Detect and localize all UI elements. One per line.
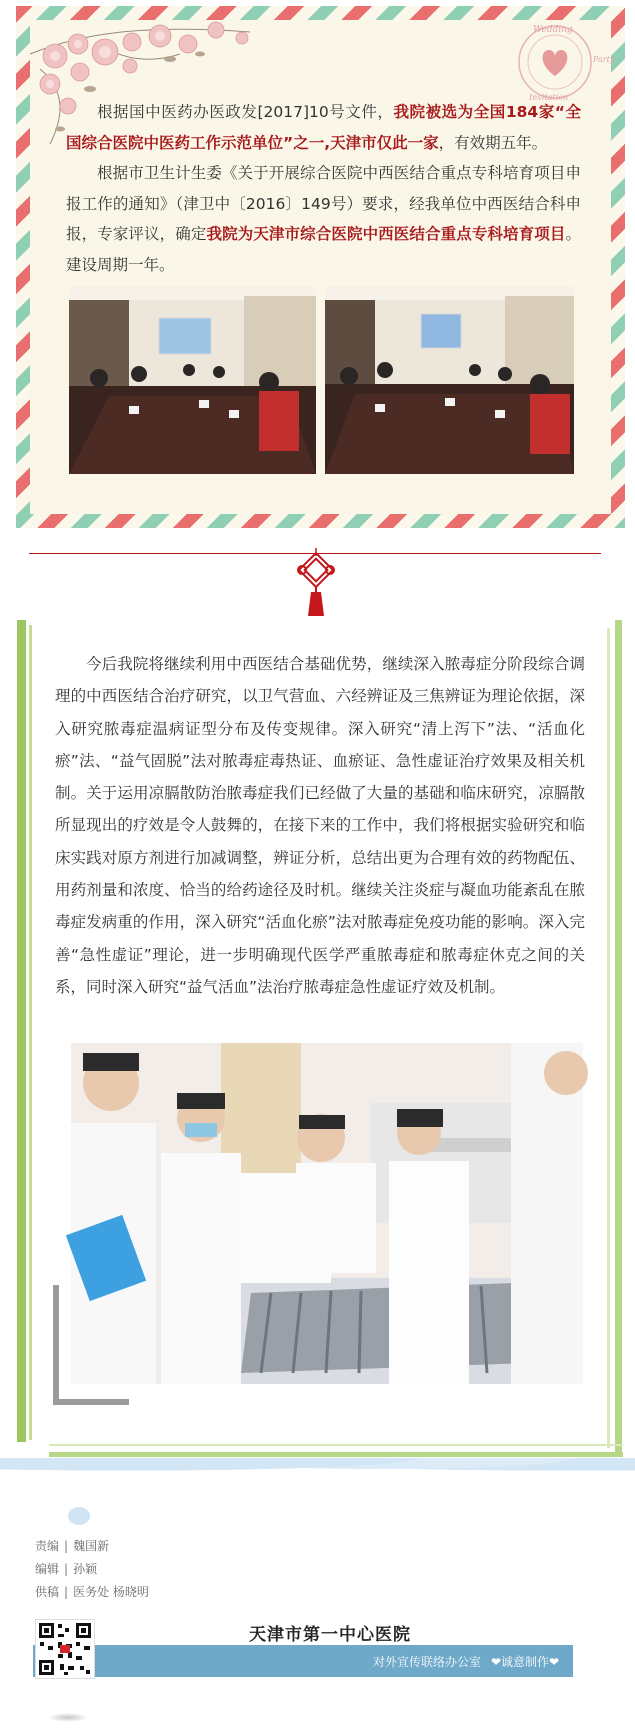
frame-bottom-line <box>49 1444 623 1446</box>
letter-paragraph-2 <box>66 158 581 280</box>
bubble-decoration <box>68 1507 90 1525</box>
stamp-side-text: Party <box>593 55 615 64</box>
credit-role: 编辑 <box>35 1562 60 1576</box>
body-paragraph: 今后我院将继续利用中西医结合基础优势，继续深入脓毒症分阶段综合调理的中西医结合治疗研究，以卫气营血、六经辨证及三焦辨证为理论依据，深入研究脓毒症温病证型分布及传变规律。深入研究“清上泻下”法、“活血化瘀”法、“益气固脱”法对脓毒症毒热证、血瘀证、急性虚证治疗效果及相关机制。关于运用凉膈散防治脓毒症我们已经做了大量的基础和临床研究，凉膈散所显现出的疗效是令人鼓舞的，在接下来的工作中，我们将根据实验研究和临床实践对原方剂进行加减调整，辨证分析，总结出更为合理有效的药物配伍、用药剂量和浓度、恰当的给药途径及时机。继续关注炎症与凝血功能紊乱在脓毒症发病重的作用，深入研究“活血化瘀”法对脓毒症免疫功能的影响。深入完善“急性虚证”理论，进一步明确现代医学严重脓毒症和脓毒症休克之间的关系，同时深入研究“益气活血”法治疗脓毒症急性虚证疗效及机制。 <box>55 655 585 996</box>
stamp-top-text: Wedding <box>533 25 573 35</box>
stamp-bottom-text: Invitation <box>529 93 569 102</box>
text-run: 。建设周期一年。 <box>66 225 581 274</box>
frame-right-line <box>607 628 610 1448</box>
footer-bar <box>33 1645 573 1677</box>
credit-separator: | <box>64 1562 69 1576</box>
meeting-photo-2 <box>325 286 574 474</box>
shadow-decoration <box>47 1713 89 1722</box>
highlight-text: 我院被选为全国184家“全国综合医院中医药工作示范单位”之一,天津市仅此一家 <box>66 103 582 152</box>
ward-rounds-photo <box>71 1043 583 1384</box>
made-with-heart: ❤诚意制作❤ <box>491 1655 560 1669</box>
credit-role: 供稿 <box>35 1585 60 1599</box>
cloud-decoration <box>0 1458 635 1480</box>
credits <box>35 1535 149 1604</box>
credit-editor-in-charge <box>35 1535 149 1558</box>
text-run: ，有效期五年。 <box>438 133 548 152</box>
office-name: 对外宣传联络办公室 <box>373 1655 482 1669</box>
credit-role: 责编 <box>35 1539 60 1553</box>
credit-separator: | <box>64 1585 69 1599</box>
highlight-text: 我院为天津市综合医院中西医结合重点专科培育项目 <box>206 225 566 243</box>
credit-name: 孙颖 <box>73 1562 98 1576</box>
photo-corner-accent-vertical <box>53 1285 59 1405</box>
meeting-photo-1 <box>69 286 316 474</box>
chinese-knot-icon <box>294 548 338 618</box>
qr-code-icon[interactable] <box>35 1619 95 1679</box>
frame-right-bar <box>615 620 622 1452</box>
letter-paragraph-1 <box>66 97 581 158</box>
credit-contributor <box>35 1581 149 1604</box>
credit-editor <box>35 1558 149 1581</box>
frame-bottom-bar <box>49 1452 623 1457</box>
credit-name: 魏国新 <box>73 1539 110 1553</box>
letter-text <box>66 97 581 280</box>
frame-left-line <box>29 625 32 1440</box>
frame-left-bar <box>17 620 26 1442</box>
photo-corner-accent-horizontal <box>53 1399 129 1405</box>
body-text <box>55 648 585 1003</box>
hospital-name: 天津市第一中心医院 <box>249 1625 411 1645</box>
text-run: 根据市卫生计生委《关于开展综合医院中西医结合重点专科培育项目申报工作的通知》（津卫中〔2016〕149号）要求，经我单位中西医结合科申报，专家评议，确定 <box>66 164 581 243</box>
credit-name: 医务处 杨晓明 <box>73 1585 149 1599</box>
credit-separator: | <box>64 1539 69 1553</box>
text-run: 根据国中医药办医政发[2017]10号文件， <box>97 103 394 121</box>
wedding-invitation-stamp <box>493 14 615 104</box>
